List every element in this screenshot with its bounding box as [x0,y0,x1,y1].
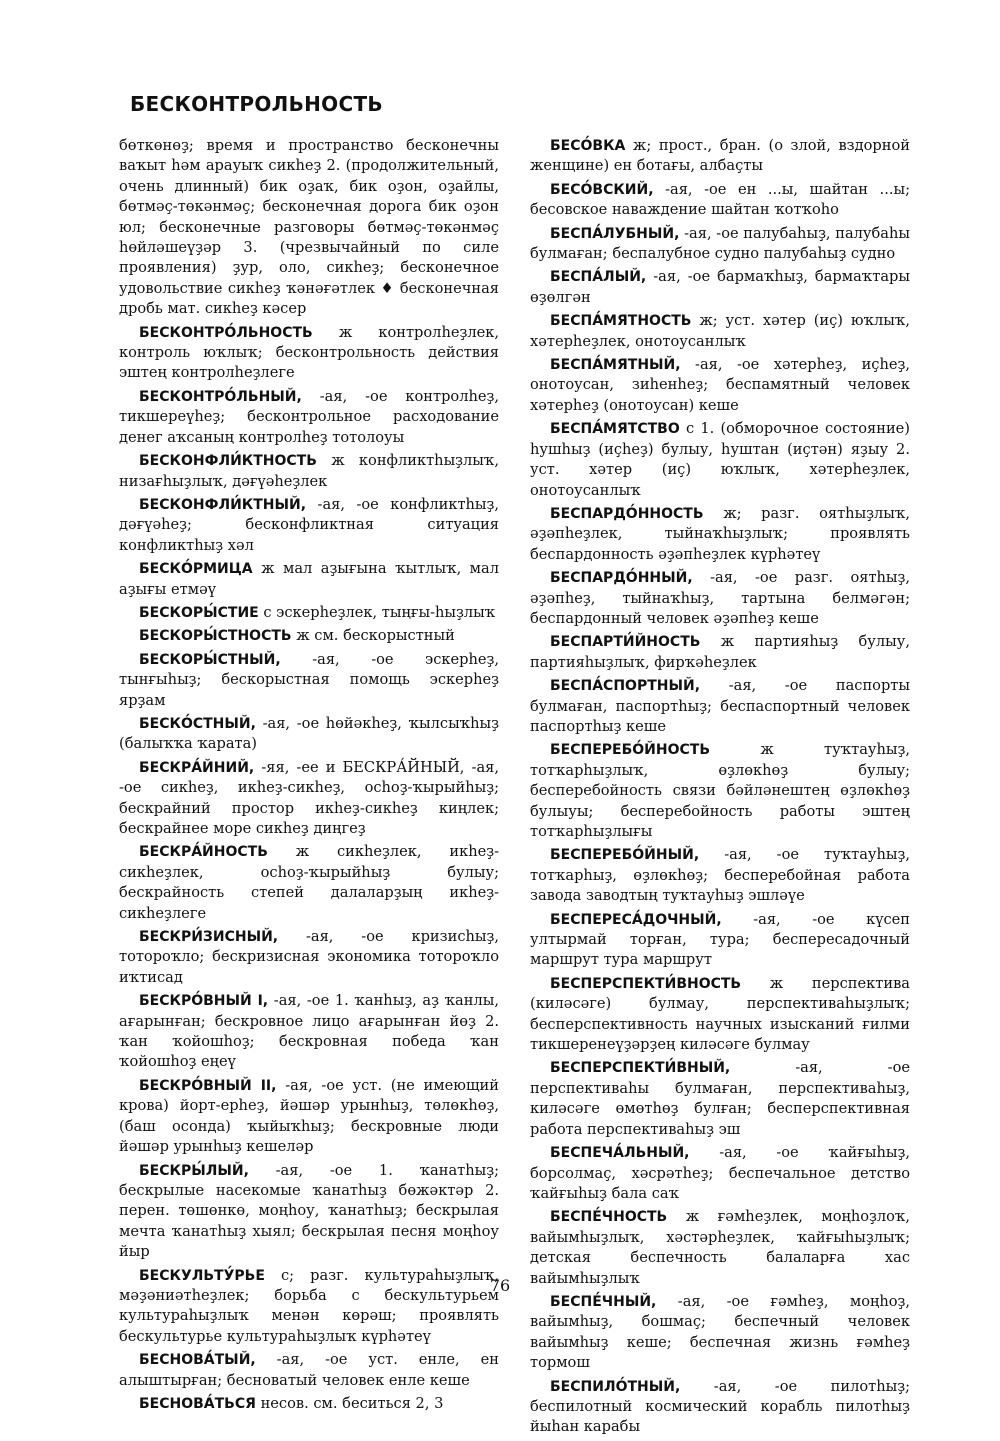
dictionary-entry [119,1394,499,1414]
entry-headword: БЕСКОНТРО́ЛЬНОСТЬ [139,324,313,341]
entry-headword: БЕСНОВА́ТЬСЯ [139,1395,256,1412]
entry-headword: БЕСПЕРЕБО́ЙНЫЙ, [550,847,700,864]
entry-headword: БЕСО́ВСКИЙ, [550,181,654,198]
dictionary-entry [530,311,910,352]
dictionary-entry [530,1292,910,1374]
entry-definition: -ая, -ое эскерһеҙ, тынғыһыҙ; бескорыстная помощь эскерһеҙ ярҙам [119,650,500,709]
entry-headword: БЕСПАРТИ́ЙНОСТЬ [550,634,701,651]
dictionary-entry [530,974,910,1056]
entry-headword: БЕСКРА́ЙНОСТЬ [139,844,268,861]
dictionary-entry [530,267,910,308]
entry-headword: БЕСПА́МЯТНЫЙ, [550,357,681,374]
dictionary-entry [530,568,910,629]
entry-headword: БЕСКРЫ́ЛЫЙ, [139,1162,249,1179]
entry-definition: -ая, -ое һөйәкһеҙ, ҡылсыҡһыҙ (балыҡҡа ҡарата) [119,714,499,753]
entry-definition: ж контролһеҙлек, контроль юҡлыҡ; бесконтрольность действия эштең контролһеҙлеге [119,323,499,382]
dictionary-entry [530,136,910,177]
entry-headword: БЕСКОНФЛИ́КТНОСТЬ [139,453,317,470]
right-column [530,136,910,1441]
entry-definition: ж туҡтауһыҙ, тотҡарһыҙлыҡ, өҙлөкһөҙ булыу; бесперебойность связи бәйләнештең өҙлөкһөҙ булыуы; бесперебойность работы эштең тотҡарһыҙлығы [530,741,910,840]
dictionary-entry [119,1350,499,1391]
entry-headword: БЕСПАРДО́ННОСТЬ [550,505,704,522]
entry-headword: БЕСКОНФЛИ́КТНЫЙ, [139,496,307,513]
entry-definition: -ая, -ое ен ...ы, шайтан ...ы; бесовское наваждение шайтан ҡотҡоһо [530,180,910,219]
entry-definition: ж см. бескорыстный [296,627,455,645]
entry-definition: -яя, -ее и БЕСКРА́ЙНЫЙ, -ая, -ое сикһеҙ, икһеҙ-сикһеҙ, осһоҙ-ҡырыйһыҙ; бескрайний простор икһеҙ-сикһеҙ киңлек; бескрайнее море сикһеҙ диңгеҙ [119,758,500,837]
entry-definition: ж сикһеҙлек, икһеҙ-сикһеҙлек, осһоҙ-ҡырыйһыҙ булыу; бескрайность степей далаларҙың икһеҙ-сикһеҙлеге [119,843,499,922]
entry-definition: -ая, -ое паспорты булмаған, паспортһыҙ; беспаспортный человек паспортһыҙ кеше [530,677,910,735]
entry-definition: ж партияһыҙ булыу, партияһыҙлыҡ, фирҡәһеҙлек [530,633,911,671]
entry-headword: БЕСО́ВКА [550,138,626,154]
entry-headword: БЕСПЕ́ЧНЫЙ, [550,1293,657,1310]
entry-definition: -ая, -ое пилотһыҙ; беспилотный космический корабль пилотһыҙ йыһан карабы [530,1377,910,1436]
entry-definition: -ая, -ое контролһеҙ, тикшереүһеҙ; бесконтрольное расходование денег аҡсаның контролһеҙ тотолоуы [119,387,499,446]
dictionary-entry [119,1161,499,1263]
entry-headword: БЕСПА́СПОРТНЫЙ, [550,678,701,695]
dictionary-entry [530,740,910,842]
entry-headword: БЕСПА́ЛЫЙ, [550,269,647,286]
entry-definition: -ая, -ое хәтерһеҙ, иҫһеҙ, онотоусан, зиһенһеҙ; беспамятный человек хәтерһеҙ (онотоусан) кеше [530,356,910,414]
dictionary-entry [119,650,499,711]
dictionary-entry [530,676,910,737]
entry-headword: БЕСПЕ́ЧНОСТЬ [550,1209,668,1226]
dictionary-entry [119,714,499,755]
dictionary-entry [119,1076,499,1158]
entry-definition: ж; разг. оятһыҙлыҡ, әҙәпһеҙлек, тыйнаҡһыҙлыҡ; проявлять беспардонность әҙәпһеҙлек күрһәтеү [530,504,911,563]
entry-definition: несов. см. беситься 2, 3 [260,1394,444,1412]
dictionary-entry [530,910,910,971]
entry-headword: БЕСКО́РМИЦА [139,561,253,578]
entry-definition: ж мал аҙығына ҡытлыҡ, мал аҙығы етмәү [119,560,500,598]
dictionary-entry [119,323,499,384]
entry-headword: БЕСКОРЫ́СТИЕ [139,604,259,621]
entry-definition: с 1. (обморочное состояние) һушһыҙ (иҫһеҙ) булыу, һуштан (иҫтән) яҙыу 2. уст. хәтер (иҫ) юҡлыҡ, хәтерһеҙлек, онотоусанлыҡ [530,420,910,499]
dictionary-entry [119,842,499,924]
entry-headword: БЕСКРИ́ЗИСНЫЙ, [139,929,279,946]
entry-definition: -ая, -ое уст. енле, ен алыштырған; бесноватый человек енле кеше [119,1351,499,1389]
entry-headword: БЕСПА́ЛУБНЫЙ, [550,225,680,242]
entry-definition: ж; прост., бран. (о злой, вздорной женщине) ен ботағы, албаҫты [530,137,910,175]
entry-definition: ж ғәмһеҙлек, моңһоҙлоҡ, вайымһыҙлыҡ, хәстәрһеҙлек, ҡайғыһыҙлыҡ; детская беспечность балаларға хас вайымһыҙлыҡ [530,1208,911,1287]
entry-headword: БЕСКО́СТНЫЙ, [139,715,256,732]
page-number: 76 [489,1276,511,1295]
entry-definition: -ая, -ое бармаҡһыҙ, бармаҡтары өҙөлгән [530,268,910,306]
dictionary-entry [119,991,499,1073]
dictionary-entry [530,1377,910,1438]
entry-definition: ж; уст. хәтер (иҫ) юҡлыҡ, хәтерһеҙлек, онотоусанлыҡ [530,312,911,350]
entry-headword: БЕСКРО́ВНЫЙ I, [139,993,269,1010]
entry-headword: БЕСПЕЧА́ЛЬНЫЙ, [550,1145,690,1162]
entry-definition: -ая, -ое ғәмһеҙ, моңһоҙ, вайымһыҙ, бошмаҫ; беспечный человек вайымһыҙ кеше; беспечная жизнь ғәмһеҙ тормош [530,1292,911,1372]
entry-headword: БЕСНОВА́ТЫЙ, [139,1352,256,1369]
left-column [119,136,499,1417]
entry-headword: БЕСПЕРЕБО́ЙНОСТЬ [550,742,711,759]
dictionary-entry [530,504,910,565]
entry-headword: БЕСПАРДО́ННЫЙ, [550,570,693,587]
dictionary-entry [119,451,499,492]
dictionary-entry [119,495,499,556]
entry-headword: БЕСКОРЫ́СТНЫЙ, [139,651,281,668]
entry-definition: -ая, -ое ҡайғыһыҙ, борсолмаҫ, хәсрәтһеҙ; беспечальное детство ҡайғыһыҙ бала саҡ [530,1144,910,1202]
entry-definition: с эскерһеҙлек, тыңғы-һыҙлыҡ [263,603,496,621]
entry-definition: -ая, -ое перспективаһы булмаған, перспективаһыҙ, киләсәге өмөтһөҙ булған; бесперспективная работа перспективаһыҙ эш [530,1059,910,1138]
dictionary-entry [530,845,910,906]
entry-headword: БЕСПА́МЯТНОСТЬ [550,313,692,330]
entry-headword: БЕСКОРЫ́СТНОСТЬ [139,628,292,645]
entry-headword: БЕСПИЛО́ТНЫЙ, [550,1378,681,1395]
dictionary-entry [530,1058,910,1140]
dictionary-entry [530,224,910,265]
dictionary-entry [119,758,499,840]
entry-headword: БЕСКРО́ВНЫЙ II, [139,1077,277,1094]
entry-definition: ж конфликтһыҙлыҡ, низағһыҙлыҡ, дәғүәһеҙлек [119,452,499,490]
page-header-title: БЕСКОНТРОЛЬНОСТЬ [130,92,383,116]
entry-definition: -ая, -ое күсеп ултырмай торған, тура; беспересадочный маршрут тура маршрут [530,910,910,969]
dictionary-entry [119,603,499,623]
dictionary-entry [119,387,499,448]
entry-headword: БЕСПЕРСПЕКТИ́ВНОСТЬ [550,975,742,992]
entry-definition: -ая, -ое палубаһыҙ, палубаһы булмаған; беспалубное судно палубаһыҙ судно [530,224,911,263]
entry-definition: -ая, -ое туҡтауһыҙ, тотҡарһыҙ, өҙлөкһөҙ; бесперебойная работа завода заводтың туҡтауһыҙ эшләүе [530,846,911,905]
entry-definition: бөткөнөҙ; время и пространство бесконечны ваҡыт һәм арауыҡ сикһеҙ 2. (продолжительный, очень длинный) бик оҙаҡ, бик оҙон, оҙайлы, бөтмәҫ-төкәнмәҫ; бесконечная дорога бик оҙон юл; бесконечные разговоры бөтмәҫ-төкәнмәҫ һөйләшеүҙәр 3. (чрезвычайный по силе проявления) ҙур, оло, сикһеҙ; бесконечное удовольствие сикһеҙ ҡәнәғәтлек ♦ бесконечная дробь мат. сикһеҙ кәсер [119,137,499,318]
entry-definition: -ая, -ое 1. ҡанатһыҙ; бескрылые насекомые ҡанатһыҙ бөжәктәр 2. перен. төшөнкө, моңһоу, ҡанатһыҙ; бескрылая мечта ҡанатһыҙ хыял; бескрылая песня моңһоу йыр [119,1161,499,1261]
entry-definition: -ая, -ое 1. ҡанһыҙ, аҙ ҡанлы, ағарынған; бескровное лицо ағарынған йөҙ 2. ҡан ҡойошһоҙ; бескровная победа ҡан ҡойошһоҙ еңеү [119,992,499,1071]
entry-definition: -ая, -ое кризисһыҙ, тотороҡло; бескризисная экономика тотороҡло иҡтисад [119,928,499,986]
dictionary-entry [530,355,910,416]
entry-headword: БЕСКОНТРО́ЛЬНЫЙ, [139,388,302,405]
entry-definition: -ая, -ое уст. (не имеющий крова) йорт-ерһеҙ, йәшәр урынһыҙ, төлөкһөҙ, (баш осонда) ҡыйыҡһыҙ; бескровные люди йәшәр урынһыҙ кешеләр [119,1076,499,1156]
entry-definition: -ая, -ое конфликтһыҙ, дәғүәһеҙ; бесконфликтная ситуация конфликтһыҙ хәл [119,495,500,554]
entry-headword: БЕСПЕРЕСА́ДОЧНЫЙ, [550,911,722,928]
dictionary-entry [530,1143,910,1204]
dictionary-entry [530,632,910,673]
entry-headword: БЕСПА́МЯТСТВО [550,421,680,438]
dictionary-entry [530,180,910,221]
entry-headword: БЕСКРА́ЙНИЙ, [139,759,255,776]
entry-definition: ж перспектива (киләсәге) булмау, перспективаһыҙлыҡ; бесперспективность научных изысканий ғилми тикшеренеүҙәрҙең киләсәге булмау [530,974,910,1054]
dictionary-entry [119,136,499,320]
entry-definition: с; разг. культураһыҙлыҡ, мәҙәниәтһеҙлек; борьба с бескультурьем культураһыҙлыҡ менән көрәш; проявлять бескультурье культураһыҙлыҡ күрһәтеү [119,1266,499,1345]
dictionary-entry [119,927,499,988]
dictionary-entry [119,559,499,600]
dictionary-entry [119,626,499,646]
entry-headword: БЕСКУЛЬТУ́РЬЕ [139,1267,265,1284]
dictionary-entry [530,419,910,501]
entry-headword: БЕСПЕРСПЕКТИ́ВНЫЙ, [550,1060,731,1077]
entry-definition: -ая, -ое разг. оятһыҙ, әҙәпһеҙ, тыйнаҡһыҙ, тартына белмәгән; беспардонный человек әҙәпһеҙ кеше [530,569,910,627]
